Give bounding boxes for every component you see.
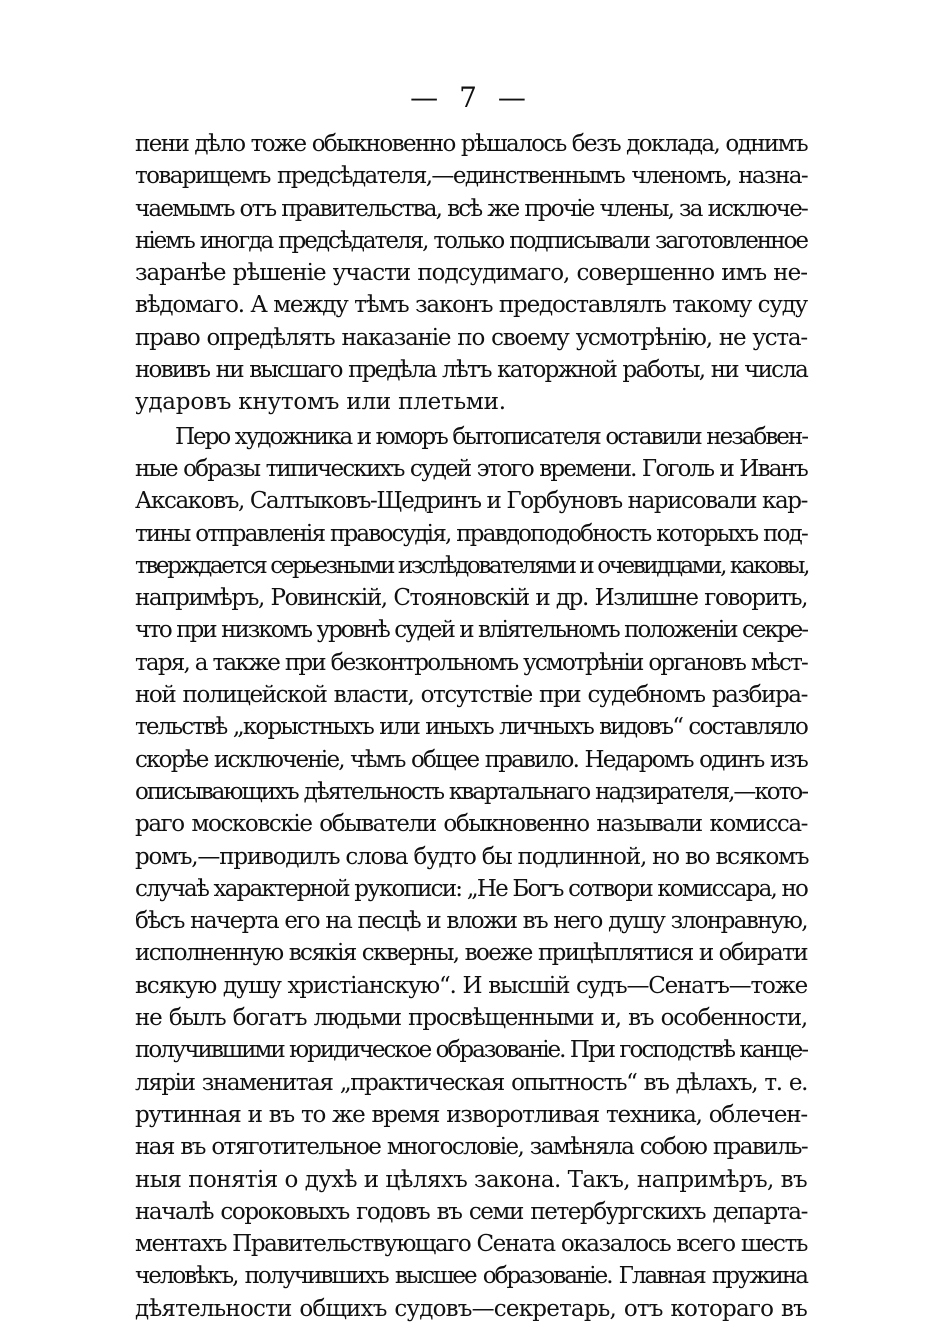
text-line: случаѣ характерной рукописи: „Не Богъ сотвори комиссара, но — [135, 875, 808, 902]
text-line: Аксаковъ, Салтыковъ-Щедринъ и Горбуновъ нарисовали кар- — [135, 488, 807, 515]
text-line: рутинная и въ то же время изворотливая техника, облечен- — [135, 1101, 807, 1128]
text-line: всякую душу христіанскую“. И высшій судъ—Сенатъ—тоже — [135, 972, 807, 999]
text-line: ромъ,—приводилъ слова будто бы подлинной, но во всякомъ — [135, 843, 809, 870]
text-line: ніемъ иногда предсѣдателя, только подписывали заготовленное — [135, 227, 807, 254]
text-line: тины отправленія правосудія, правдоподобность которыхъ под- — [135, 520, 807, 547]
text-line: не былъ богатъ людьми просвѣщенными и, въ особенности, — [135, 1005, 807, 1032]
text-line: ная въ отяготительное многословіе, замѣняла собою правиль- — [135, 1134, 807, 1161]
text-line: тверждается серьезными изслѣдователями и очевидцами, каковы, — [135, 552, 808, 579]
text-line: ной полицейской власти, отсутствіе при судебномъ разбира- — [135, 682, 807, 709]
text-line: тельствѣ „корыстныхъ или иныхъ личныхъ видовъ“ составляло — [135, 714, 807, 741]
text-line: ляріи знаменитая „практическая опытность“ въ дѣлахъ, т. е. — [135, 1069, 807, 1096]
text-line: бѣсъ начерта его на песцѣ и вложи въ него душу злонравную, — [135, 908, 807, 935]
text-line: дѣятельности общихъ судовъ—секретарь, отъ котораго въ — [135, 1295, 807, 1322]
text-line: ударовъ кнутомъ или плетьми. — [135, 389, 506, 416]
page-number-dash-left: — — [410, 81, 439, 114]
text-line: исполненную всякія скверны, воеже прицѣплятися и обирати — [135, 940, 807, 967]
text-line: началѣ сороковыхъ годовъ въ семи петербургскихъ департа- — [135, 1198, 807, 1225]
text-line: что при низкомъ уровнѣ судей и вліятельномъ положеніи секре- — [135, 617, 807, 644]
text-line: описывающихъ дѣятельность квартальнаго надзирателя,—кото- — [135, 778, 807, 805]
page-number-value: 7 — [459, 81, 477, 114]
page-number-dash-right: — — [497, 81, 526, 114]
text-line: ныя понятія о духѣ и цѣляхъ закона. Такъ, напримѣръ, въ — [135, 1166, 807, 1193]
paragraph-1 — [135, 128, 807, 419]
text-line: получившими юридическое образованіе. При господствѣ канце- — [135, 1037, 807, 1064]
body-text — [135, 128, 807, 1325]
text-line: Перо художника и юморъ бытописателя оставили незабвен- — [175, 423, 807, 450]
text-line: новивъ ни высшаго предѣла лѣтъ каторжной работы, ни числа — [135, 357, 807, 384]
text-line: напримѣръ, Ровинскій, Стояновскій и др. Излишне говорить, — [135, 585, 807, 612]
text-line: пени дѣло тоже обыкновенно рѣшалось безъ доклада, однимъ — [135, 131, 807, 157]
text-line: право опредѣлять наказаніе по своему усмотрѣнію, не уста- — [135, 324, 807, 351]
paragraph-2 — [135, 421, 807, 1325]
text-line: чаемымъ отъ правительства, всѣ же прочіе члены, за исключе- — [135, 195, 807, 222]
text-line: товарищемъ предсѣдателя,—единственнымъ членомъ, назна- — [135, 163, 807, 190]
text-line: ные образы типическихъ судей этого времени. Гоголь и Иванъ — [135, 455, 807, 482]
text-line: человѣкъ, получившихъ высшее образованіе. Главная пружина — [135, 1263, 807, 1290]
text-line: скорѣе исключеніе, чѣмъ общее правило. Недаромъ одинъ изъ — [135, 746, 807, 773]
text-line: вѣдомаго. А между тѣмъ законъ предоставлялъ такому суду — [135, 292, 807, 319]
page-number — [0, 80, 936, 116]
text-line: таря, а также при безконтрольномъ усмотрѣніи органовъ мѣст- — [135, 649, 807, 676]
text-line: заранѣе рѣшеніе участи подсудимаго, совершенно имъ не- — [135, 260, 807, 287]
text-line: ментахъ Правительствующаго Сената оказалось всего шесть — [135, 1231, 807, 1258]
text-line: раго московскіе обыватели обыкновенно называли комисса- — [135, 811, 807, 838]
